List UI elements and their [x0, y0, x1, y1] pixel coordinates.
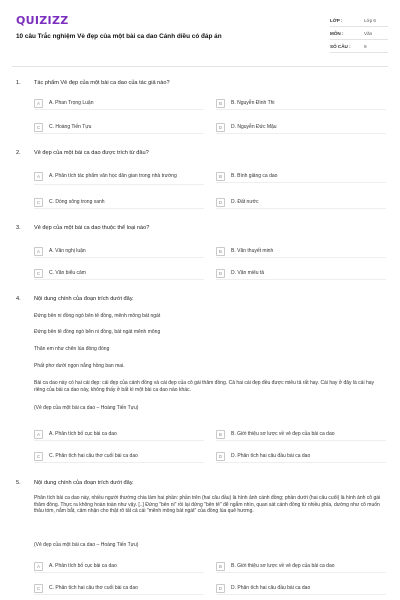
option-text: C. Hoàng Tiến Tựu [49, 123, 92, 130]
option-text: C. Phân tích hai câu thơ cuối bài ca dao [49, 584, 138, 591]
option-c[interactable] [34, 196, 204, 208]
option-a[interactable] [34, 245, 204, 257]
passage-line: Đứng bên ni đồng ngó bên tê đồng, mênh mông bát ngát [34, 313, 161, 319]
page-title: 10 câu Trắc nghiệm Vẻ đẹp của một bài ca dao Cánh diều có đáp án [16, 33, 222, 40]
option-letter-box: B [216, 172, 225, 181]
option-divider [34, 208, 204, 209]
option-text: A. Phân tích tác phẩm văn học dân gian trong nhà trường [49, 172, 177, 179]
option-a[interactable] [34, 560, 204, 572]
question-3 [16, 225, 388, 231]
option-letter-box: D [216, 123, 225, 132]
option-text: B. Giới thiệu sơ lược về vẻ đẹp của bài ca dao [231, 430, 335, 437]
option-divider [34, 572, 204, 573]
option-d[interactable] [216, 582, 386, 594]
option-d[interactable] [216, 121, 386, 133]
meta-row-question-count [330, 40, 388, 53]
option-a[interactable] [34, 97, 204, 109]
option-letter-box: A [34, 172, 43, 181]
option-letter-box: D [216, 269, 225, 278]
option-text: C. Dòng sông trong xanh [49, 198, 105, 205]
option-text: D. Nguyễn Đức Mậu [231, 123, 277, 130]
question-number: 5. [16, 480, 21, 486]
question-text: Nội dung chính của đoạn trích dưới đây. [34, 296, 134, 302]
meta-value: Lớp 6 [364, 17, 376, 23]
option-a[interactable] [34, 428, 204, 440]
option-letter-box: D [216, 584, 225, 593]
option-divider [34, 594, 204, 595]
passage-paragraph: Phân tích bài ca dao này, nhiều người thường chia làm hai phần: phần trên (hai câu đầu) là hình ảnh cánh đồng; phần dưới (hai câu cuối) là hình ảnh cô gái thăm đồng. Thực ra không hoàn toàn như vậy. [..] Đứng "bên ni" rồi lại đứng "bên tê" để ngắm nhìn, quan sát cánh đồng từ nhiều phía, dường như cô muốn thâu tóm, nắm bắt, cảm nhận cho thật rõ tất cả cái "mênh mông bát ngát" của đồng lúa quê hương. [34, 495, 381, 515]
option-divider [34, 184, 204, 185]
passage-citation: (Vẻ đẹp của một bài ca dao – Hoàng Tiến Tựu) [34, 542, 139, 548]
option-a[interactable] [34, 168, 204, 184]
option-letter-box: A [34, 430, 43, 439]
option-d[interactable] [216, 196, 386, 208]
option-text: A. Văn nghị luận [49, 247, 86, 254]
meta-key: SỐ CÂU : [330, 43, 351, 49]
option-text: D. Văn miêu tả [231, 269, 265, 276]
option-letter-box: B [216, 430, 225, 439]
option-letter-box: C [34, 198, 43, 207]
option-text: D. Phân tích hai câu đầu bài ca dao [231, 452, 311, 459]
option-letter-box: B [216, 562, 225, 571]
option-divider [34, 279, 204, 280]
meta-row-subject [330, 27, 388, 40]
question-number: 4. [16, 296, 21, 302]
meta-key: LỚP : [330, 17, 343, 23]
option-divider [216, 133, 386, 134]
question-2 [16, 150, 388, 156]
meta-row-grade [330, 14, 388, 27]
passage-line: Phất phơ dưới ngọn nắng hồng ban mai. [34, 363, 125, 369]
option-c[interactable] [34, 267, 204, 279]
option-divider [34, 109, 204, 110]
option-divider [216, 208, 386, 209]
option-divider [216, 462, 386, 463]
option-letter-box: A [34, 99, 43, 108]
meta-value: Văn [364, 30, 373, 36]
quizizz-logo: QUIZIZZ [16, 14, 69, 27]
option-divider [216, 182, 386, 183]
option-text: B. Văn thuyết minh [231, 247, 274, 254]
option-letter-box: C [34, 123, 43, 132]
option-letter-box: B [216, 247, 225, 256]
option-d[interactable] [216, 450, 386, 462]
option-text: C. Phân tích hai câu thơ cuối bài ca dao [49, 452, 138, 459]
option-letter-box: B [216, 99, 225, 108]
option-text: A. Phân tích bố cục bài ca dao [49, 430, 117, 437]
passage-paragraph: Bài ca dao này có hai cái đẹp: cái đẹp của cánh đồng và cái đẹp của cô gái thăm đồng. Cả hai cái đẹp đều được miêu tả rất hay. Cái hay ở đây là cái hay riêng của bài ca dao này, không thấy ở bất kì một bài ca dao nào khác. [34, 380, 375, 393]
option-b[interactable] [216, 560, 386, 572]
option-letter-box: A [34, 247, 43, 256]
option-text: B. Nguyễn Đình Thi [231, 99, 275, 106]
question-text: Vẻ đẹp của một bài ca dao thuộc thể loại nào? [34, 225, 150, 231]
meta-key: MÔN : [330, 30, 344, 36]
option-letter-box: C [34, 452, 43, 461]
option-text: B. Bình giảng ca dao [231, 172, 278, 179]
option-divider [216, 257, 386, 258]
meta-value: 9 [364, 43, 367, 49]
option-letter-box: A [34, 562, 43, 571]
option-text: D. Phân tích hai câu đầu bài ca dao [231, 584, 311, 591]
option-letter-box: C [34, 269, 43, 278]
option-d[interactable] [216, 267, 386, 279]
option-divider [216, 572, 386, 573]
question-number: 3. [16, 225, 21, 231]
option-divider [34, 133, 204, 134]
option-b[interactable] [216, 428, 386, 440]
option-b[interactable] [216, 245, 386, 257]
question-1 [16, 80, 388, 86]
option-text: D. Đất nước [231, 198, 259, 205]
question-number: 2. [16, 150, 21, 156]
passage-citation: (Vẻ đẹp của một bài ca dao – Hoàng Tiến Tựu) [34, 405, 139, 411]
question-text: Vẻ đẹp của một bài ca dao được trích từ đâu? [34, 150, 149, 156]
option-divider [34, 257, 204, 258]
option-b[interactable] [216, 170, 386, 182]
option-divider [216, 440, 386, 441]
question-text: Tác phẩm Vẻ đẹp của một bài ca dao của tác giả nào? [34, 80, 170, 86]
option-text: B. Giới thiệu sơ lược về vẻ đẹp của bài ca dao [231, 562, 335, 569]
passage-line: Đứng bên tê đồng ngó bên ni đồng, bát ngát mênh mông [34, 329, 161, 335]
option-letter-box: D [216, 198, 225, 207]
option-letter-box: D [216, 452, 225, 461]
option-b[interactable] [216, 97, 386, 109]
option-text: C. Văn biểu cảm [49, 269, 86, 276]
passage-line: Thân em như chẽn lúa đòng đòng [34, 346, 110, 352]
header-divider [12, 66, 388, 67]
option-divider [216, 279, 386, 280]
question-number: 1. [16, 80, 21, 86]
option-text: A. Phan Trọng Luận [49, 99, 94, 106]
meta-panel [330, 14, 388, 53]
question-text: Nội dung chính của đoạn trích dưới đây. [34, 480, 134, 486]
question-4 [16, 296, 388, 302]
option-c[interactable] [34, 450, 204, 462]
option-c[interactable] [34, 582, 204, 594]
option-divider [34, 440, 204, 441]
option-text: A. Phân tích bố cục bài ca dao [49, 562, 117, 569]
option-letter-box: C [34, 584, 43, 593]
option-divider [34, 462, 204, 463]
option-divider [216, 594, 386, 595]
option-divider [216, 109, 386, 110]
question-5 [16, 480, 388, 486]
option-c[interactable] [34, 121, 204, 133]
